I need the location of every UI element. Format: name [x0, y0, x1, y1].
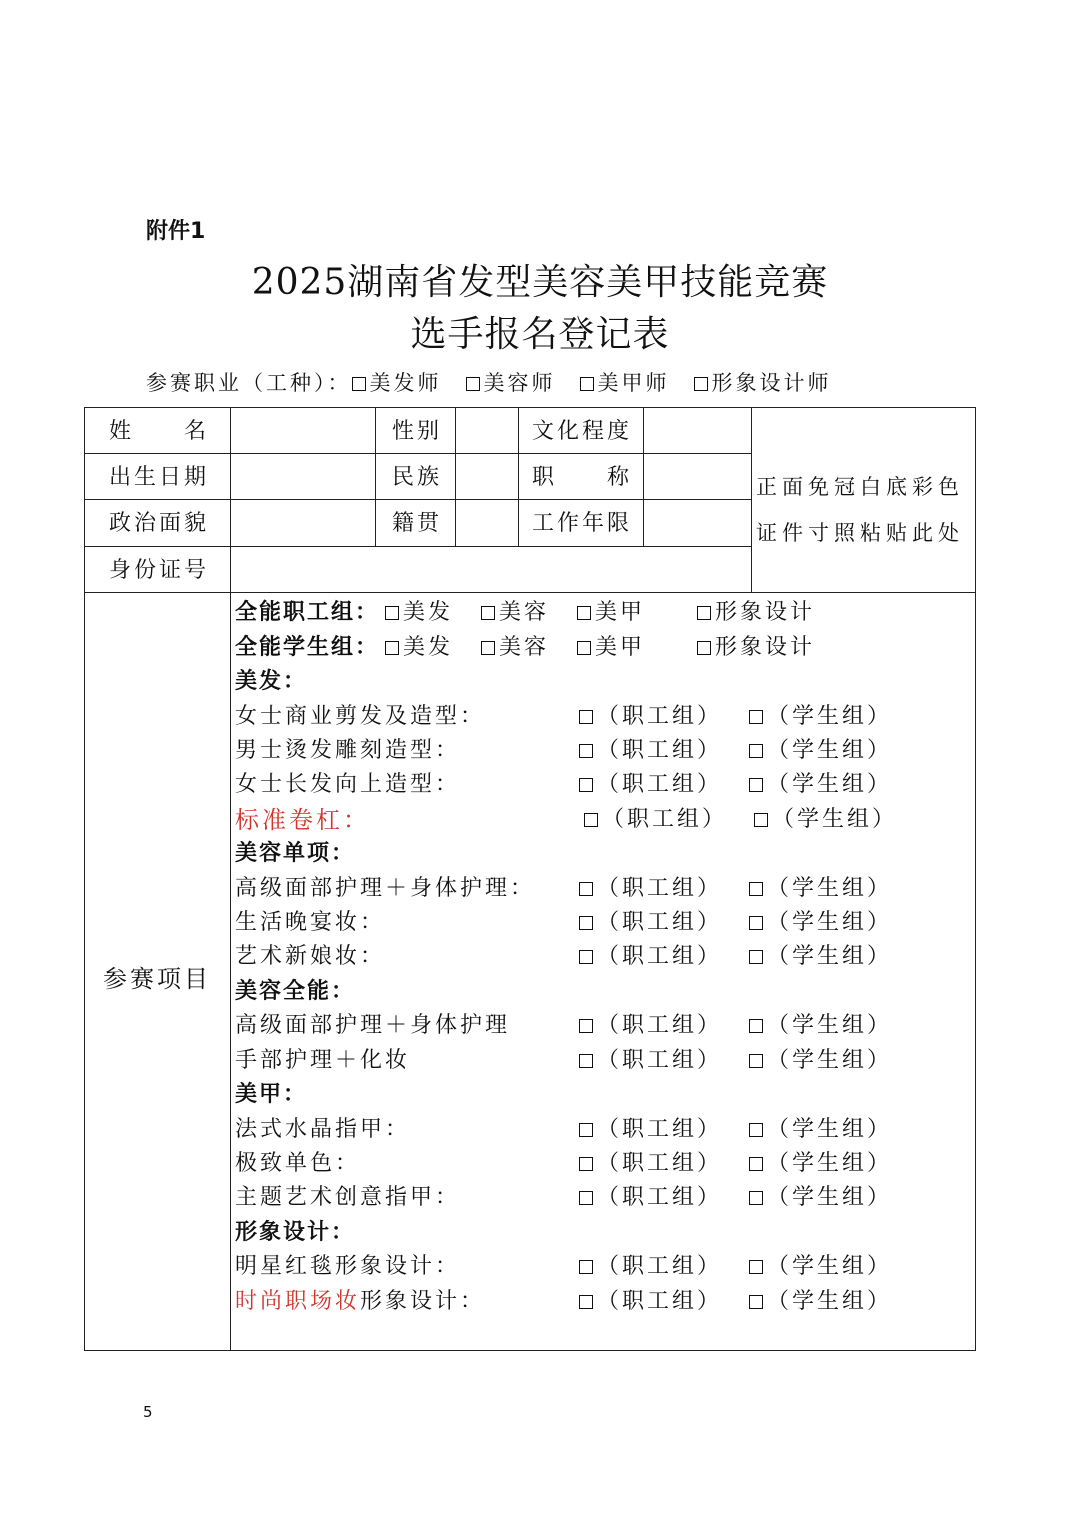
checkbox-student[interactable]: [749, 882, 763, 896]
checkbox-worker[interactable]: [579, 1191, 593, 1205]
checkbox-allround-worker-hair[interactable]: [385, 606, 399, 620]
group-student-label: （学生组）: [767, 1289, 893, 1314]
divider: [85, 592, 976, 593]
project-label: 参赛项目: [103, 965, 211, 993]
event-label: 法式水晶指甲：: [235, 1117, 411, 1142]
checkbox-student[interactable]: [749, 1260, 763, 1274]
checkbox-worker[interactable]: [579, 1019, 593, 1033]
checkbox-worker[interactable]: [579, 950, 593, 964]
event-label: 手部护理＋化妆: [235, 1048, 411, 1073]
checkbox-worker[interactable]: [579, 1157, 593, 1171]
event-label: 高级面部护理＋身体护理: [235, 1013, 511, 1038]
group-worker-label: （职工组）: [597, 1151, 723, 1176]
group-student-label: （学生组）: [767, 1185, 893, 1210]
checkbox-allround-student-hair[interactable]: [385, 641, 399, 655]
id-number-field[interactable]: [232, 548, 750, 591]
checkbox-manicurist[interactable]: [580, 377, 594, 391]
allround-worker-option-image: 形象设计: [715, 600, 816, 625]
checkbox-student[interactable]: [754, 813, 768, 827]
divider: [455, 408, 456, 546]
political-status-label: 政治面貌: [109, 511, 210, 536]
divider: [643, 408, 644, 546]
event-label: 生活晚宴妆：: [235, 910, 386, 935]
ethnicity-field[interactable]: [457, 455, 517, 498]
form-title-line2: 选手报名登记表: [410, 314, 670, 355]
group-worker-label: （职工组）: [597, 1254, 723, 1279]
divider: [85, 499, 751, 500]
checkbox-student[interactable]: [749, 1191, 763, 1205]
group-student-label: （学生组）: [767, 1151, 893, 1176]
education-label: 文化程度: [532, 419, 633, 444]
occupation-selector: [146, 367, 856, 397]
event-label: 女士长发向上造型：: [235, 772, 461, 797]
divider: [230, 408, 231, 1350]
section-hair: 美发：: [235, 669, 308, 694]
checkbox-worker[interactable]: [579, 1295, 593, 1309]
job-title-label: 职 称: [532, 465, 633, 490]
birth-date-field[interactable]: [232, 455, 374, 498]
name-field[interactable]: [232, 410, 374, 452]
checkbox-student[interactable]: [749, 1123, 763, 1137]
allround-worker-option-hair: 美发: [403, 600, 454, 625]
event-label: 标准卷杠：: [235, 806, 370, 834]
group-worker-label: （职工组）: [597, 910, 723, 935]
occupation-option-manicurist: 美甲师: [597, 371, 670, 395]
checkbox-student[interactable]: [749, 1295, 763, 1309]
checkbox-allround-student-beauty[interactable]: [481, 641, 495, 655]
occupation-option-image-designer: 形象设计师: [711, 371, 832, 395]
event-label: 主题艺术创意指甲：: [235, 1185, 461, 1210]
section-image-design: 形象设计：: [235, 1220, 356, 1245]
group-student-label: （学生组）: [767, 944, 893, 969]
event-label: 高级面部护理＋身体护理：: [235, 876, 536, 901]
event-label-highlight: 时尚职场妆: [235, 1289, 361, 1314]
checkbox-student[interactable]: [749, 1019, 763, 1033]
native-place-label: 籍贯: [392, 511, 443, 536]
checkbox-worker[interactable]: [579, 1054, 593, 1068]
birth-date-label: 出生日期: [109, 465, 210, 490]
checkbox-allround-worker-nail[interactable]: [577, 606, 591, 620]
divider: [85, 453, 751, 454]
photo-placeholder[interactable]: [756, 464, 976, 556]
group-worker-label: （职工组）: [597, 944, 723, 969]
group-student-label: （学生组）: [767, 1254, 893, 1279]
checkbox-worker[interactable]: [579, 1260, 593, 1274]
checkbox-worker[interactable]: [584, 813, 598, 827]
checkbox-worker[interactable]: [579, 778, 593, 792]
group-worker-label: （职工组）: [597, 1048, 723, 1073]
occupation-prefix: 参赛职业（工种）：: [146, 371, 352, 395]
group-worker-label: （职工组）: [597, 1185, 723, 1210]
checkbox-student[interactable]: [749, 916, 763, 930]
checkbox-student[interactable]: [749, 950, 763, 964]
checkbox-worker[interactable]: [579, 882, 593, 896]
allround-worker-label: 全能职工组：: [235, 600, 380, 625]
allround-worker-option-nail: 美甲: [595, 600, 646, 625]
gender-field[interactable]: [457, 410, 517, 452]
occupation-option-beautician: 美容师: [483, 371, 556, 395]
checkbox-hairdresser[interactable]: [352, 377, 366, 391]
photo-instruction-line2: 证件寸照粘贴此处: [756, 521, 964, 545]
group-student-label: （学生组）: [767, 910, 893, 935]
checkbox-image-designer[interactable]: [694, 377, 708, 391]
event-label: 极致单色：: [235, 1151, 361, 1176]
divider: [751, 408, 752, 592]
gender-label: 性别: [392, 419, 443, 444]
political-status-field[interactable]: [232, 501, 374, 545]
registration-form-table: [84, 407, 976, 1351]
education-field[interactable]: [645, 410, 750, 452]
allround-student-option-nail: 美甲: [595, 635, 646, 660]
checkbox-student[interactable]: [749, 778, 763, 792]
group-worker-label: （职工组）: [597, 876, 723, 901]
checkbox-worker[interactable]: [579, 1123, 593, 1137]
group-student-label: （学生组）: [767, 772, 893, 797]
group-student-label: （学生组）: [767, 704, 893, 729]
form-title-line1: 2025湖南省发型美容美甲技能竞赛: [251, 262, 829, 303]
name-label: 姓 名: [109, 419, 210, 444]
checkbox-allround-student-nail[interactable]: [577, 641, 591, 655]
attachment-label: 附件1: [146, 219, 206, 244]
checkbox-beautician[interactable]: [466, 377, 480, 391]
job-title-field[interactable]: [645, 455, 750, 498]
work-years-label: 工作年限: [532, 511, 633, 536]
divider: [85, 546, 751, 547]
section-beauty-single: 美容单项：: [235, 841, 356, 866]
group-worker-label: （职工组）: [597, 1117, 723, 1142]
event-label: [235, 1287, 485, 1317]
event-label-rest: 形象设计：: [360, 1289, 486, 1314]
checkbox-student[interactable]: [749, 1054, 763, 1068]
group-worker-label: （职工组）: [597, 1289, 723, 1314]
native-place-field[interactable]: [457, 501, 517, 545]
event-label: 艺术新娘妆：: [235, 944, 386, 969]
work-years-field[interactable]: [645, 501, 750, 545]
section-nail: 美甲：: [235, 1082, 308, 1107]
allround-worker-row: [235, 598, 935, 628]
checkbox-student[interactable]: [749, 710, 763, 724]
group-worker-label: （职工组）: [597, 738, 723, 763]
group-student-label: （学生组）: [767, 1013, 893, 1038]
group-student-label: （学生组）: [767, 1117, 893, 1142]
checkbox-allround-worker-beauty[interactable]: [481, 606, 495, 620]
event-label: 明星红毯形象设计：: [235, 1254, 461, 1279]
occupation-option-hairdresser: 美发师: [369, 371, 442, 395]
allround-student-row: [235, 633, 935, 663]
allround-student-option-hair: 美发: [403, 635, 454, 660]
group-worker-label: （职工组）: [602, 807, 728, 832]
allround-worker-option-beauty: 美容: [499, 600, 550, 625]
event-label: 男士烫发雕刻造型：: [235, 738, 461, 763]
allround-student-option-beauty: 美容: [499, 635, 550, 660]
section-beauty-allround: 美容全能：: [235, 979, 356, 1004]
id-number-label: 身份证号: [109, 558, 210, 583]
allround-student-label: 全能学生组：: [235, 635, 380, 660]
allround-student-option-image: 形象设计: [715, 635, 816, 660]
checkbox-worker[interactable]: [579, 744, 593, 758]
checkbox-allround-worker-image[interactable]: [697, 606, 711, 620]
group-student-label: （学生组）: [767, 876, 893, 901]
ethnicity-label: 民族: [392, 465, 443, 490]
divider: [518, 408, 519, 546]
divider: [375, 408, 376, 546]
group-student-label: （学生组）: [767, 738, 893, 763]
group-worker-label: （职工组）: [597, 704, 723, 729]
checkbox-allround-student-image[interactable]: [697, 641, 711, 655]
photo-instruction-line1: 正面免冠白底彩色: [756, 475, 964, 499]
group-worker-label: （职工组）: [597, 1013, 723, 1038]
group-worker-label: （职工组）: [597, 772, 723, 797]
group-student-label: （学生组）: [772, 807, 898, 832]
checkbox-worker[interactable]: [579, 710, 593, 724]
page-number: 5: [143, 1403, 153, 1421]
event-label: 女士商业剪发及造型：: [235, 704, 486, 729]
group-student-label: （学生组）: [767, 1048, 893, 1073]
checkbox-student[interactable]: [749, 1157, 763, 1171]
checkbox-student[interactable]: [749, 744, 763, 758]
checkbox-worker[interactable]: [579, 916, 593, 930]
